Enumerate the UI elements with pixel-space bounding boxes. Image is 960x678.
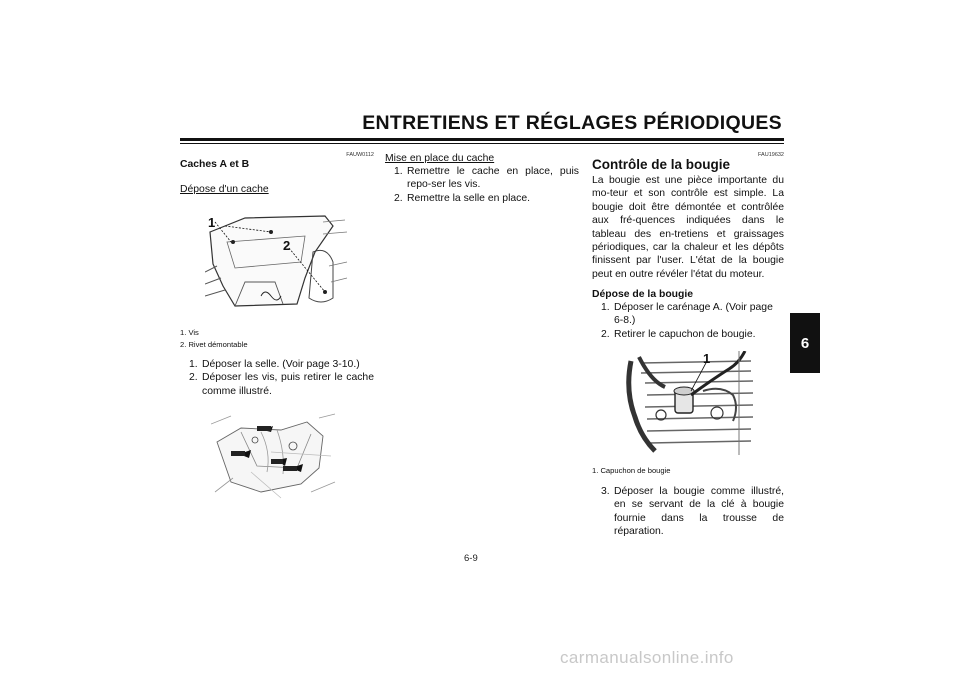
step-text: Déposer la bougie comme illustré, en se servant de la clé à bougie fournie dans la trousse de réparation. xyxy=(614,486,784,538)
steps-list xyxy=(180,358,374,398)
subsection-heading: Dépose de la bougie xyxy=(592,289,694,300)
step-item xyxy=(180,371,374,398)
subsection-heading: Dépose d'un cache xyxy=(180,184,269,195)
step-number: 1. xyxy=(394,166,403,177)
header-rule xyxy=(180,138,784,141)
step-item xyxy=(180,358,374,371)
figure-label-2: 2 xyxy=(283,238,291,253)
section-title: Contrôle de la bougie xyxy=(592,157,731,172)
step-number: 2. xyxy=(189,372,198,384)
step-item xyxy=(592,328,784,341)
caption-1: 1. Vis xyxy=(180,328,199,337)
steps-list xyxy=(592,301,784,341)
caption-spark-plug-cap: 1. Capuchon de bougie xyxy=(592,466,671,475)
figure-cover-removal xyxy=(211,412,336,500)
step-text: Remettre la selle en place. xyxy=(407,192,531,204)
steps-list xyxy=(385,165,579,205)
step-item xyxy=(385,165,579,192)
step-text: Remettre le cache en place, puis repo-ser les vis. xyxy=(407,166,579,191)
header-rule-thin xyxy=(180,143,784,144)
step-text: Déposer les vis, puis retirer le cache comme illustré. xyxy=(202,372,374,397)
subsection-heading: Mise en place du cache xyxy=(385,153,495,164)
step-item xyxy=(385,192,579,205)
step-number: 1. xyxy=(189,359,198,370)
figure-side-cover xyxy=(205,212,348,315)
step-item xyxy=(592,301,784,328)
page-number: 6-9 xyxy=(464,553,478,564)
intro-paragraph: La bougie est une pièce importante du mo-teur et son contrôle est simple. La bougie doit être démontée et contrôlée aux fré-quences indiquées dans le tableau des en-tretiens et graissages périodiques, car la chaleur et les dépôts finissent par l'user. L'état de la bougie peut en outre révéler l'état du moteur. xyxy=(592,175,784,280)
section-heading: Caches A et B xyxy=(180,159,250,170)
chapter-tab-number: 6 xyxy=(800,334,810,352)
figure-spark-plug-cap xyxy=(621,351,755,455)
step-item xyxy=(592,485,784,539)
section-code: FAUW0112 xyxy=(346,152,374,158)
figure-label-1: 1 xyxy=(703,351,711,366)
caption-2: 2. Rivet démontable xyxy=(180,340,248,349)
section-code: FAU19632 xyxy=(758,152,784,158)
step-number: 2. xyxy=(601,328,610,340)
steps-list xyxy=(592,485,784,539)
watermark: carmanualsonline.info xyxy=(560,648,734,667)
chapter-tab xyxy=(790,313,820,373)
step-number: 1. xyxy=(601,302,610,313)
step-number: 2. xyxy=(394,192,403,204)
step-text: Déposer le carénage A. (Voir page 6-8.) xyxy=(614,302,773,327)
step-number: 3. xyxy=(601,486,610,497)
step-text: Retirer le capuchon de bougie. xyxy=(614,328,756,340)
step-text: Déposer la selle. (Voir page 3-10.) xyxy=(202,359,360,370)
page-title: ENTRETIENS ET RÉGLAGES PÉRIODIQUES xyxy=(362,112,782,134)
figure-label-1: 1 xyxy=(208,215,216,230)
